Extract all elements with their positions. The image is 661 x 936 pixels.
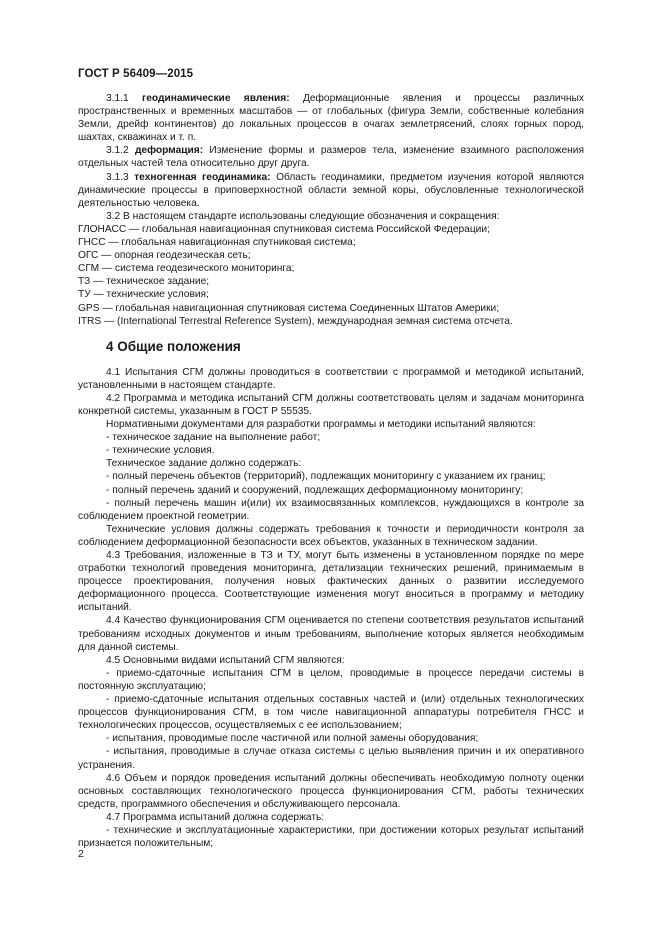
abbreviations-intro: 3.2 В настоящем стандарте использованы следующие обозначения и сокращения:	[106, 210, 500, 222]
paragraph: 4.4 Качество функционирования СГМ оценивается по степени соответствия результатов испытаний требованиям исходных документов и иным требованиям, выполнение которых является необходимым для данной системы.	[78, 615, 584, 653]
list-item: - полный перечень объектов (территорий), подлежащих мониторингу с указанием их границ;	[106, 471, 546, 483]
page-number: 2	[78, 848, 84, 860]
section-title: 4 Общие положения	[106, 338, 241, 354]
list-item: - испытания, проводимые в случае отказа системы с целью выявления причин и их оперативного устранения.	[78, 746, 584, 771]
abbreviation-item: ТУ — технические условия;	[78, 289, 209, 301]
abbreviation-item: СГМ — система геодезического мониторинга;	[78, 263, 295, 275]
paragraph: Нормативными документами для разработки программы и методики испытаний являются:	[106, 419, 536, 431]
list-item: - техническое задание на выполнение работ;	[106, 432, 321, 444]
abbreviation-item: ГНСС — глобальная навигационная спутниковая система;	[78, 237, 356, 249]
paragraph: 4.3 Требования, изложенные в ТЗ и ТУ, могут быть изменены в установленном порядке по мере отработки технологий проведения мониторинга, детализации технических решений, принимаемым в процессе проектирования, получения новых фактических данных о развитии исследуемого деформационного процесса. Соответствующие изменения могут вноситься в программу и методику испытаний.	[78, 550, 584, 614]
paragraph: 4.6 Объем и порядок проведения испытаний должны обеспечивать необходимую полноту оценки основных составляющих технологического процесса функционирования СГМ, работы технических средств, программного обеспечения и обслуживающего персонала.	[78, 772, 584, 810]
list-item: - технические и эксплуатационные характеристики, при достижении которых результат испытаний признается положительным;	[78, 824, 584, 850]
abbreviation-item: ТЗ — техническое задание;	[78, 276, 210, 288]
list-item: - приемо-сдаточные испытания отдельных составных частей и (или) отдельных технологических процессов функционирования СГМ, в том числе навигационной аппаратуры потребителя ГНСС и технологических процессов, осуществляемых с ее использованием;	[78, 694, 584, 732]
paragraph: 4.5 Основными видами испытаний СГМ являются:	[106, 654, 345, 666]
paragraph: Технические условия должны содержать требования к точности и периодичности контроля за соблюдением деформационной безопасности всех объектов, указанных в техническом задании.	[78, 523, 584, 548]
document-header: ГОСТ Р 56409—2015	[78, 68, 194, 80]
definition-3-1-1: 3.1.1 геодинамические явления: Деформационные явления и процессы различных пространственных и временных масштабов — от глобальных (фигура Земли, собственные колебания Земли, дрейф континентов) до локальных процессов в очагах землетрясений, слоях горных пород, шахтах, скважинах и т. п.	[78, 93, 584, 144]
paragraph: Техническое задание должно содержать:	[106, 458, 302, 470]
paragraph: 4.1 Испытания СГМ должны проводиться в соответствии с программой и методикой испытаний, установленными в настоящем стандарте.	[78, 366, 584, 391]
abbreviation-item: ITRS — (International Terrestral Reference System), международная земная система отсчета.	[78, 315, 513, 327]
list-item: - полный перечень зданий и сооружений, подлежащих деформационному мониторингу;	[106, 484, 524, 496]
document-body	[78, 92, 584, 850]
abbreviation-item: ОГС — опорная геодезическая сеть;	[78, 250, 251, 262]
paragraph: 4.2 Программа и методика испытаний СГМ должны соответствовать целям и задачам мониторинга конкретной системы, указанным в ГОСТ Р 55535.	[78, 392, 584, 417]
definition-3-1-2: 3.1.2 деформация: Изменение формы и размеров тела, изменение взаимного расположения отдельных частей тела относительно друг друга.	[78, 145, 584, 170]
definition-3-1-3: 3.1.3 техногенная геодинамика: Область геодинамики, предметом изучения которой являются динамические процессы в приповерхностной области земной коры, обусловленные технологической деятельностью человека.	[78, 171, 584, 209]
paragraph: 4.7 Программа испытаний должна содержать:	[106, 811, 325, 823]
abbreviation-item: ГЛОНАСС — глобальная навигационная спутниковая система Российской Федерации;	[78, 223, 490, 235]
list-item: - испытания, проводимые после частичной или полной замены оборудования;	[106, 733, 479, 745]
list-item: - технические условия.	[106, 445, 215, 457]
list-item: - приемо-сдаточные испытания СГМ в целом, проводимые в процессе передачи системы в постоянную эксплуатацию;	[78, 667, 584, 692]
abbreviation-item: GPS — глобальная навигационная спутниковая система Соединенных Штатов Америки;	[78, 302, 500, 314]
list-item: - полный перечень машин и(или) их взаимосвязанных комплексов, нуждающихся в контроле за соблюдением проектной геометрии.	[78, 497, 584, 522]
